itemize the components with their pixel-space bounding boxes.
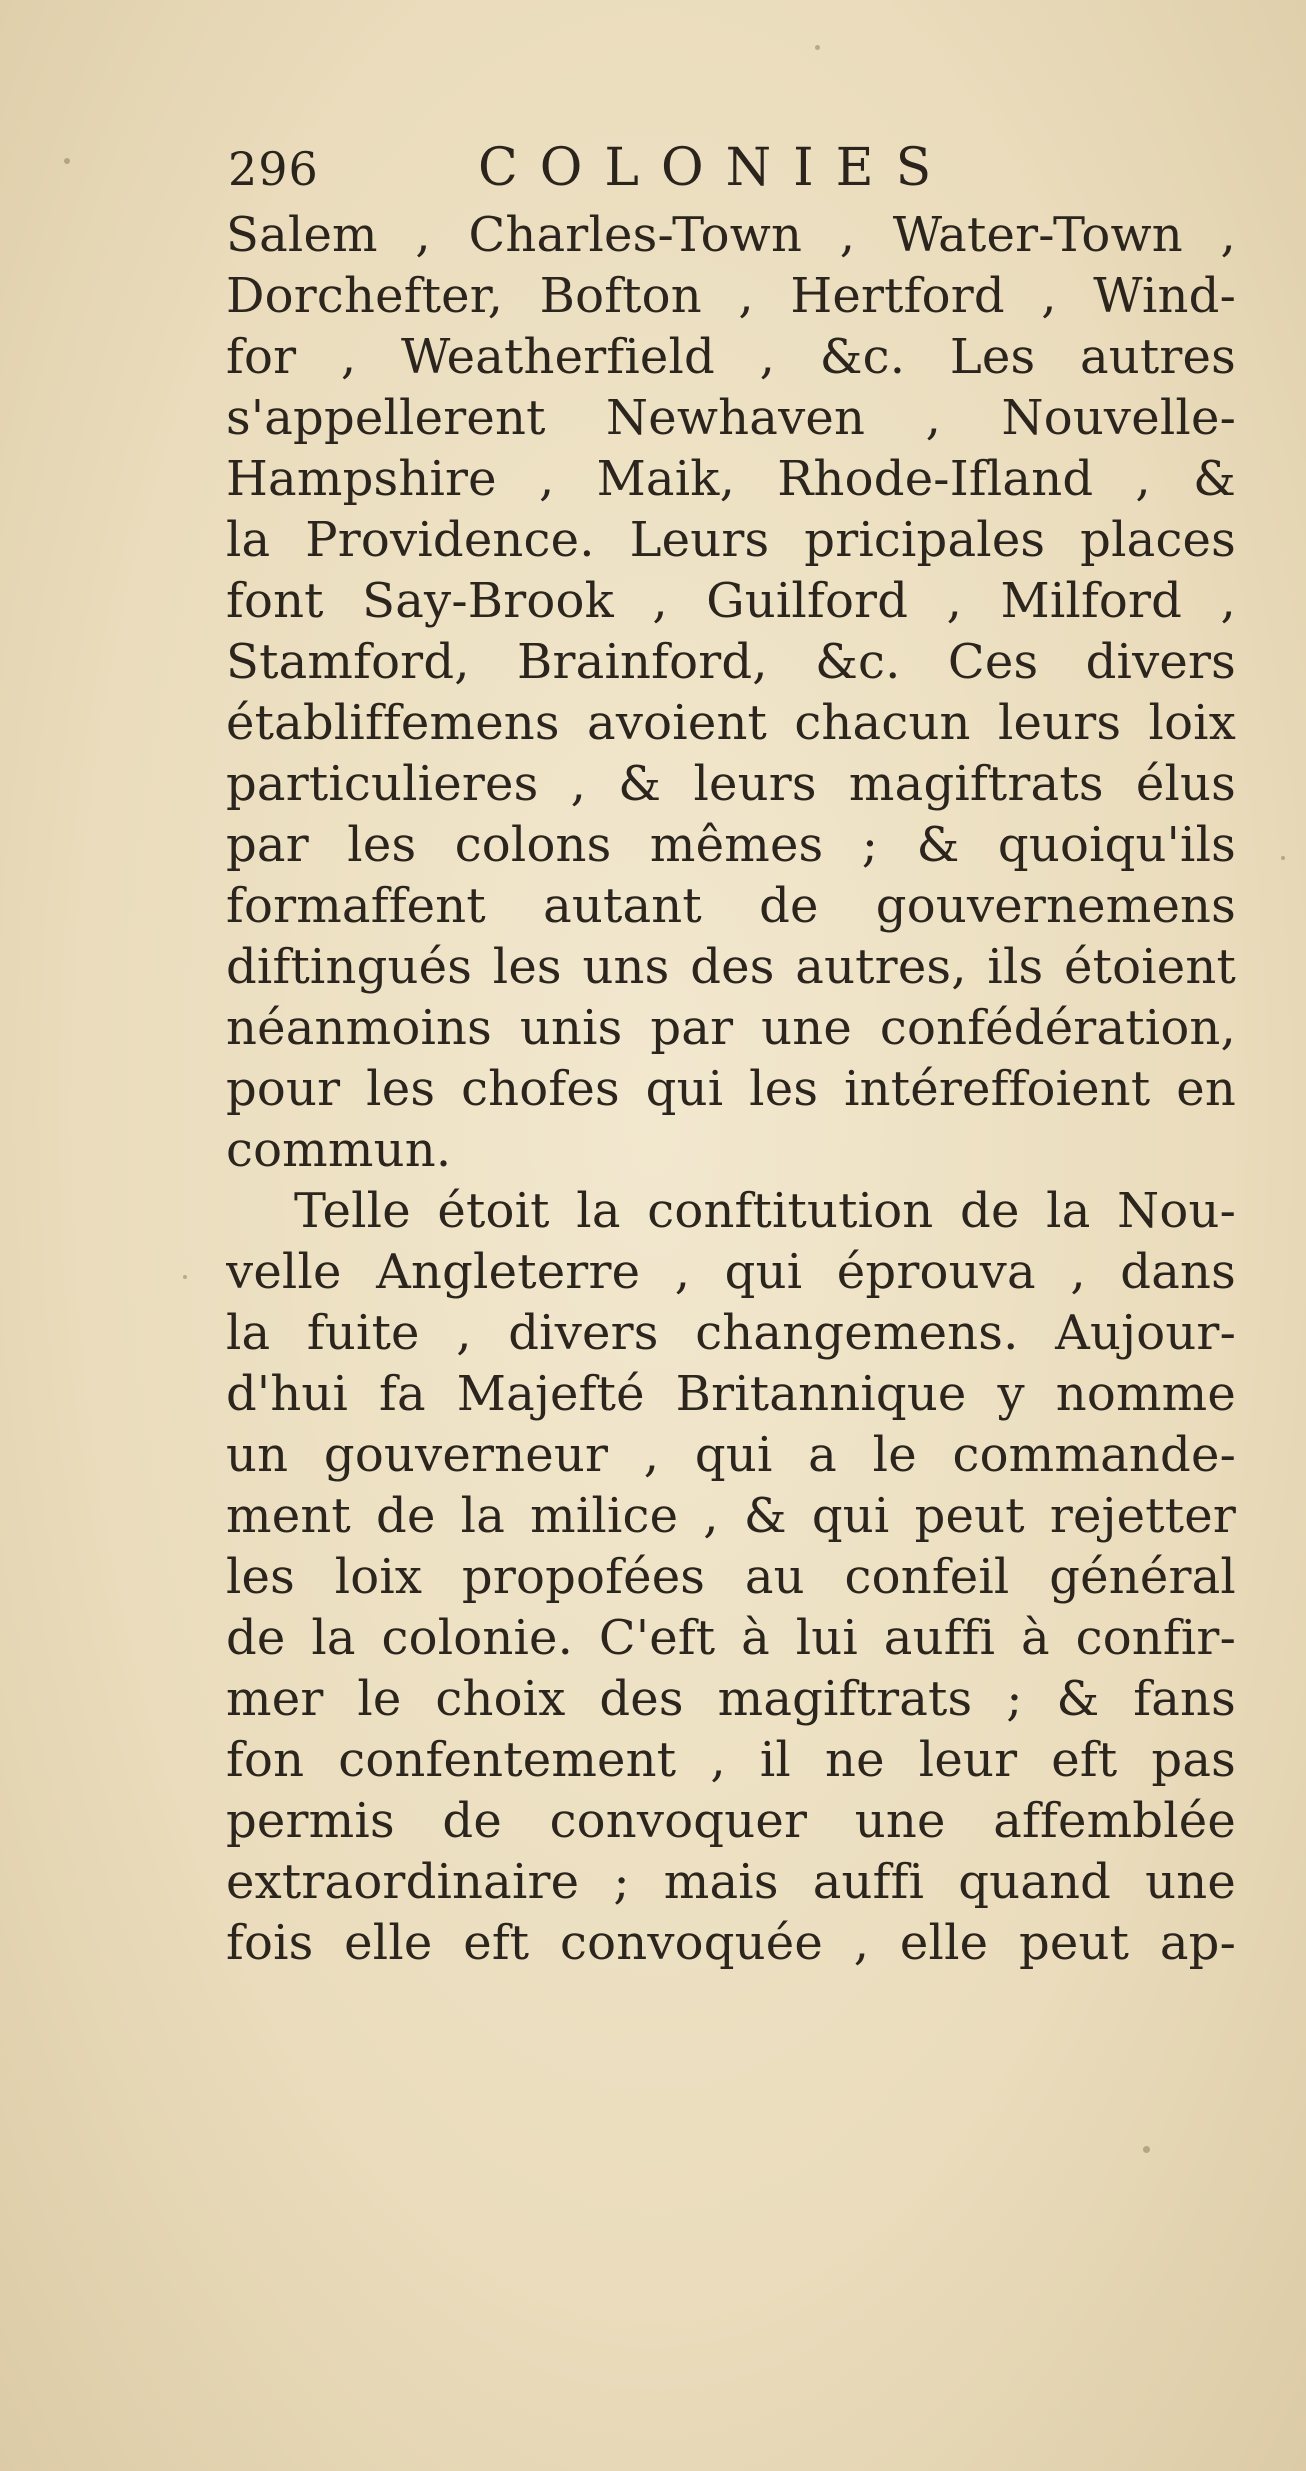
text-line: néanmoins unis par une confédération, xyxy=(226,1000,1236,1056)
text-line: la Providence. Leurs pricipales places xyxy=(226,512,1236,568)
paper-speck xyxy=(1143,2146,1150,2153)
text-line: de la colonie. C'eft à lui auffi à confir- xyxy=(226,1610,1236,1666)
text-line: extraordinaire ; mais auffi quand une xyxy=(226,1854,1236,1910)
text-line: permis de convoquer une affemblée xyxy=(226,1793,1236,1849)
text-line: font Say-Brook , Guilford , Milford , xyxy=(226,573,1236,629)
text-line: un gouverneur , qui a le commande- xyxy=(226,1427,1236,1483)
text-line: for , Weatherfield , &c. Les autres xyxy=(226,329,1236,385)
text-line: les loix propofées au confeil général xyxy=(226,1549,1236,1605)
text-line: mer le choix des magiftrats ; & fans xyxy=(226,1671,1236,1727)
text-line: la fuite , divers changemens. Aujour- xyxy=(226,1305,1236,1361)
page-number: 296 xyxy=(228,142,319,196)
text-line: fois elle eft convoquée , elle peut ap- xyxy=(226,1915,1236,1971)
paper-speck xyxy=(183,1275,187,1279)
text-line: ment de la milice , & qui peut rejetter xyxy=(226,1488,1236,1544)
text-line: Stamford, Brainford, &c. Ces divers xyxy=(226,634,1236,690)
text-line: Salem , Charles-Town , Water-Town , xyxy=(226,207,1236,263)
text-line: Hampshire , Maik, Rhode-Ifland , & xyxy=(226,451,1236,507)
body-text xyxy=(226,205,1236,1974)
text-line: Dorchefter, Bofton , Hertford , Wind- xyxy=(226,268,1236,324)
text-line: velle Angleterre , qui éprouva , dans xyxy=(226,1244,1236,1300)
paper-speck xyxy=(1281,856,1285,860)
paragraph-end-line: commun. xyxy=(226,1122,452,1178)
text-line: établiffemens avoient chacun leurs loix xyxy=(226,695,1236,751)
text-line: fon confentement , il ne leur eft pas xyxy=(226,1732,1236,1788)
paper-speck xyxy=(815,45,820,50)
text-line: diftingués les uns des autres, ils étoient xyxy=(226,939,1236,995)
text-line: par les colons mêmes ; & quoiqu'ils xyxy=(226,817,1236,873)
text-line: pour les chofes qui les intéreffoient en xyxy=(226,1061,1236,1117)
paper-speck xyxy=(64,158,70,164)
paragraph-start-line: Telle étoit la conftitution de la Nou- xyxy=(294,1183,1236,1239)
text-line: s'appellerent Newhaven , Nouvelle- xyxy=(226,390,1236,446)
text-line: d'hui fa Majefté Britannique y nomme xyxy=(226,1366,1236,1422)
text-line: formaffent autant de gouvernemens xyxy=(226,878,1236,934)
text-line: particulieres , & leurs magiftrats élus xyxy=(226,756,1236,812)
running-title: COLONIES xyxy=(478,138,954,198)
page-header xyxy=(228,128,1088,208)
